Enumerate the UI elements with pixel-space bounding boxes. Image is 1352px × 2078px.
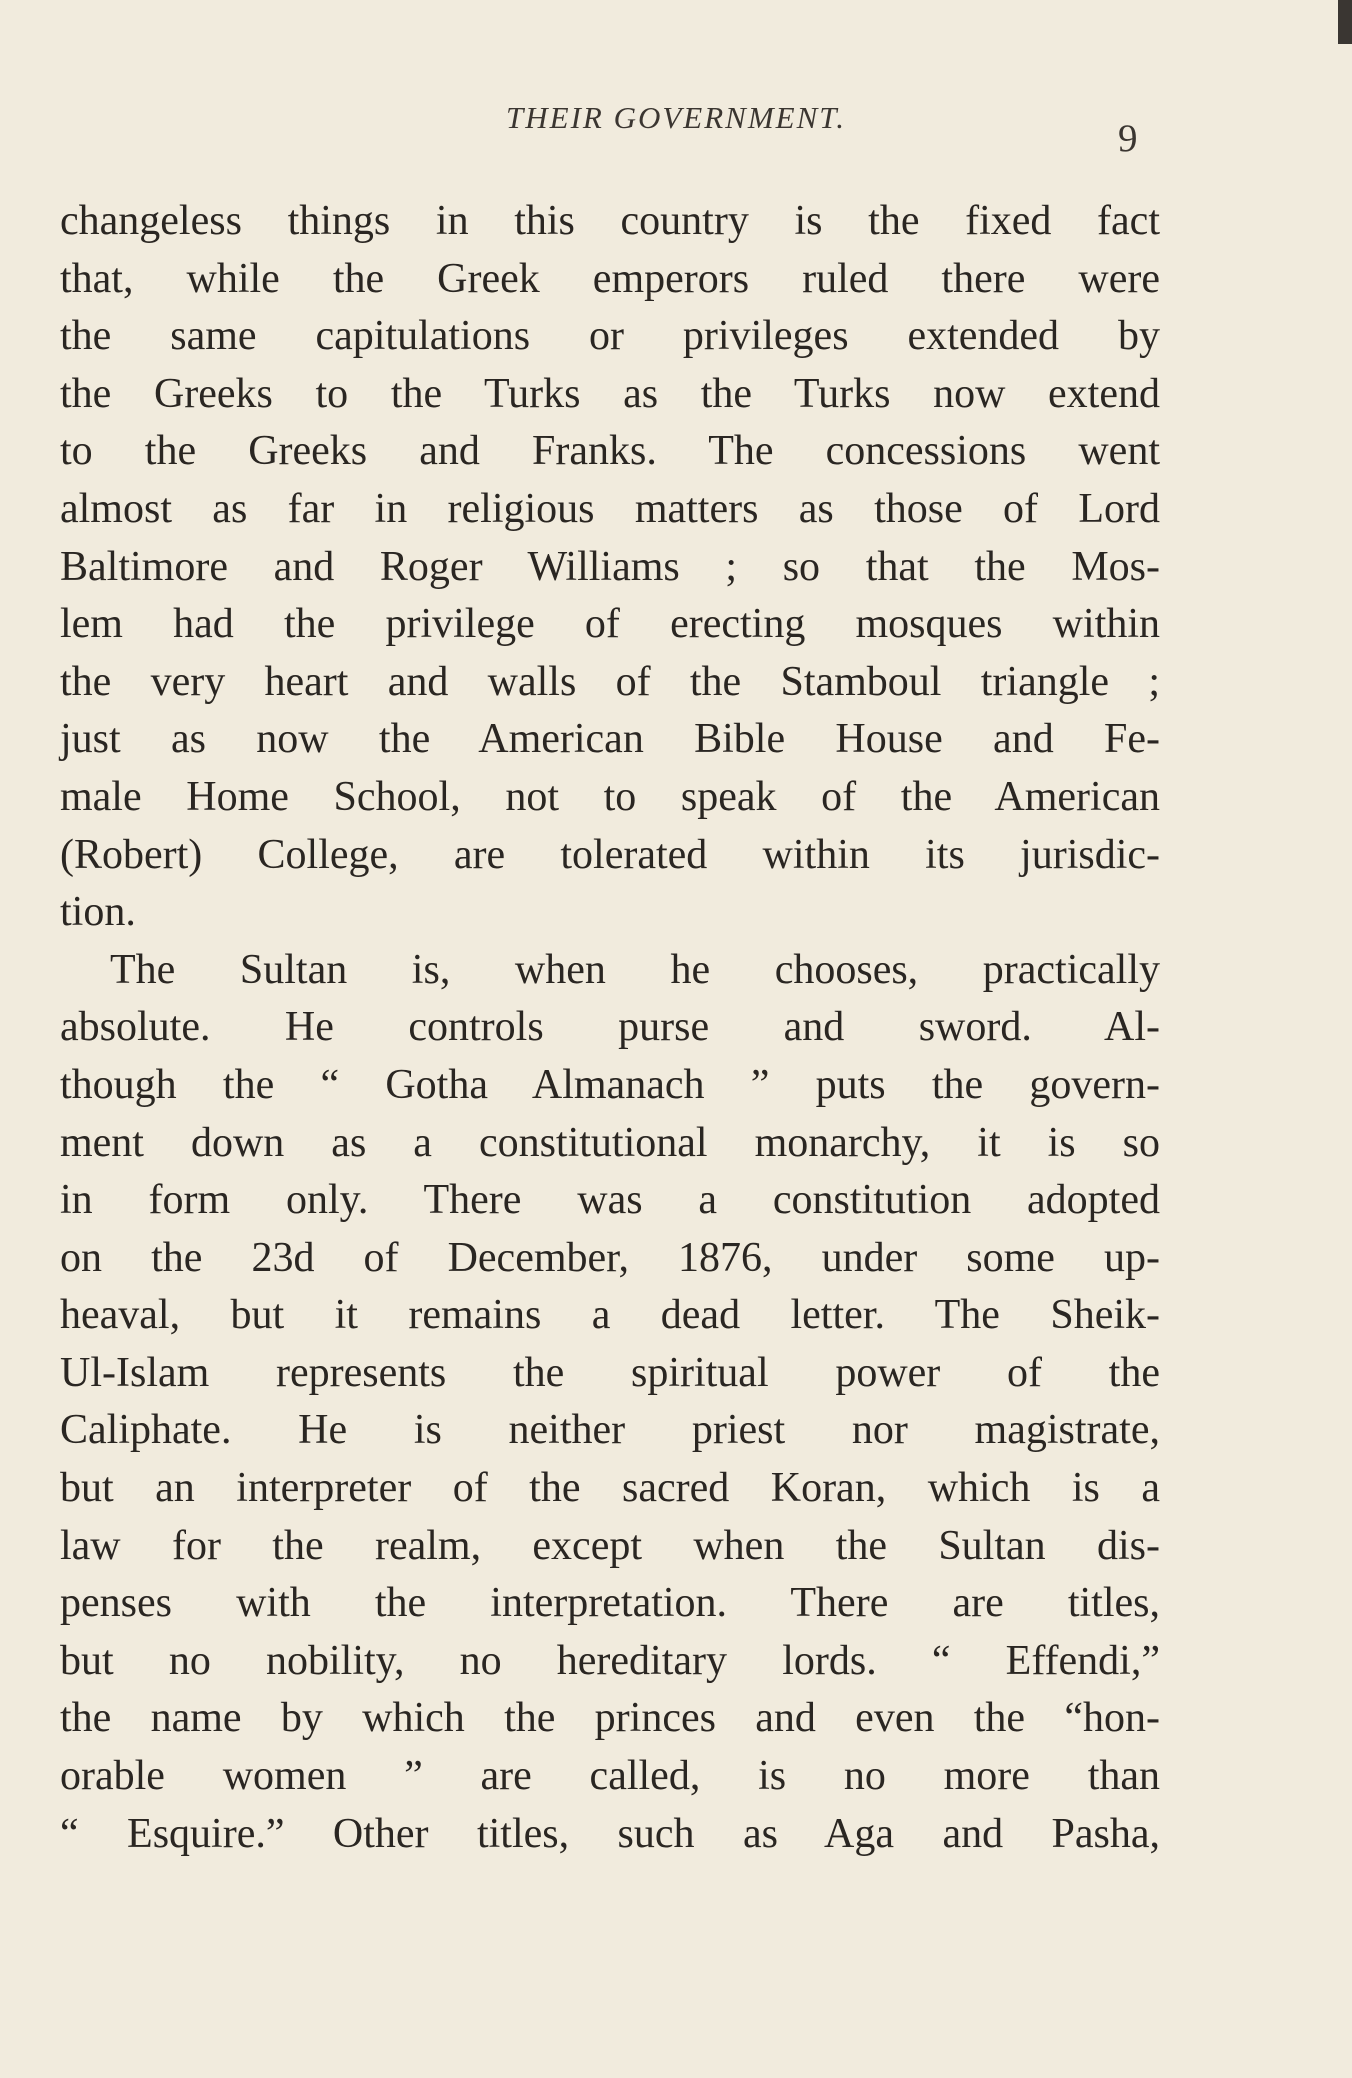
- page-edge-shadow: [1338, 0, 1352, 44]
- text-line: changeless things in this country is the fixed fact: [60, 198, 1160, 244]
- text-line: the same capitulations or privileges extended by: [60, 313, 1160, 360]
- text-line: “ Esquire.” Other titles, such as Aga and Pasha,: [60, 1810, 1160, 1857]
- text-line: but an interpreter of the sacred Koran, which is a: [60, 1465, 1160, 1512]
- page-number: 9: [1118, 117, 1138, 160]
- text-line: that, while the Greek emperors ruled there were: [60, 255, 1160, 302]
- text-line: just as now the American Bible House and Fe-: [60, 716, 1160, 763]
- text-line: the very heart and walls of the Stamboul triangle ;: [60, 658, 1160, 705]
- text-line: heaval, but it remains a dead letter. The Sheik-: [60, 1292, 1160, 1339]
- text-line: the name by which the princes and even the “hon-: [60, 1695, 1160, 1742]
- text-line: Ul-Islam represents the spiritual power of the: [60, 1349, 1160, 1396]
- text-line: tion.: [60, 889, 136, 936]
- text-line: lem had the privilege of erecting mosques within: [60, 601, 1160, 648]
- text-line: absolute. He controls purse and sword. Al-: [60, 1004, 1160, 1051]
- text-line: to the Greeks and Franks. The concessions went: [60, 428, 1160, 475]
- text-line: almost as far in religious matters as those of Lord: [60, 485, 1160, 532]
- text-line: on the 23d of December, 1876, under some up-: [60, 1234, 1160, 1281]
- text-line: penses with the interpretation. There are titles,: [60, 1580, 1160, 1627]
- text-line: though the “ Gotha Almanach ” puts the govern-: [60, 1061, 1160, 1108]
- text-line: male Home School, not to speak of the American: [60, 773, 1160, 820]
- body-text: [60, 193, 1160, 1863]
- text-line: ment down as a constitutional monarchy, it is so: [60, 1119, 1160, 1166]
- running-head: THEIR GOVERNMENT.: [506, 100, 846, 135]
- text-line: Caliphate. He is neither priest nor magistrate,: [60, 1407, 1160, 1454]
- text-line: law for the realm, except when the Sultan dis-: [60, 1522, 1160, 1569]
- text-line: orable women ” are called, is no more than: [60, 1753, 1160, 1800]
- text-line: (Robert) College, are tolerated within its jurisdic-: [60, 831, 1160, 878]
- text-line-paragraph-start: The Sultan is, when he chooses, practically: [110, 946, 1160, 993]
- text-line: but no nobility, no hereditary lords. “ Effendi,”: [60, 1637, 1160, 1684]
- text-line: in form only. There was a constitution adopted: [60, 1177, 1160, 1224]
- text-line: the Greeks to the Turks as the Turks now extend: [60, 370, 1160, 417]
- text-line: Baltimore and Roger Williams ; so that the Mos-: [60, 543, 1160, 590]
